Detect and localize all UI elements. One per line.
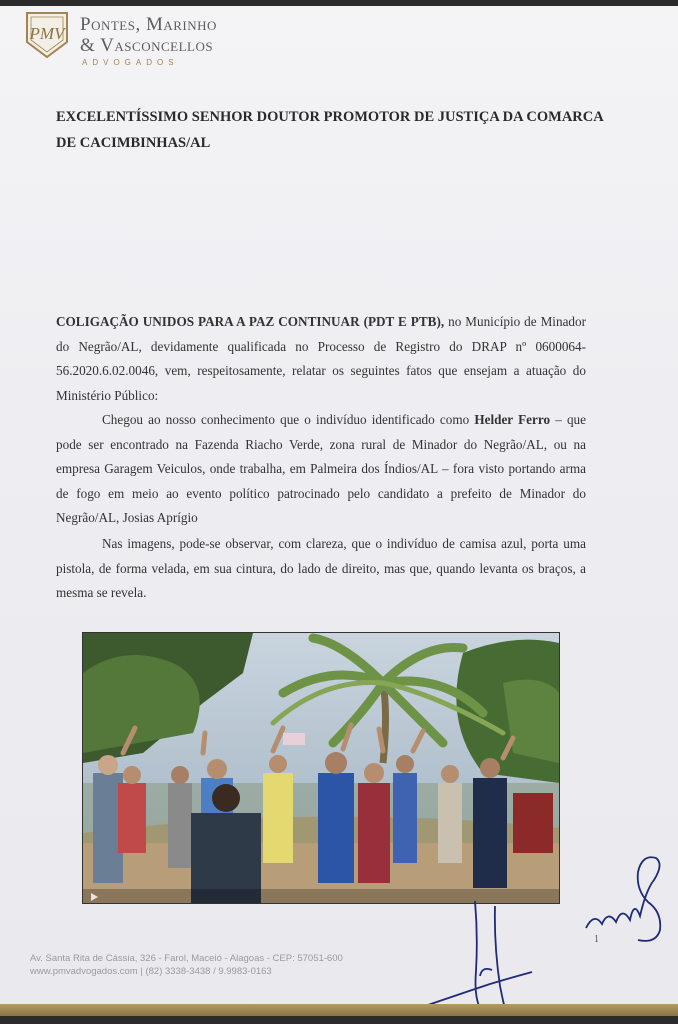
page-bottom-band [0,1004,678,1016]
document-page [0,6,678,1016]
event-photo [82,632,560,904]
footer-address: Av. Santa Rita de Cássia, 326 - Farol, Maceió - Alagoas - CEP: 57051-600 [30,953,343,964]
firm-monogram-logo [24,10,70,60]
addressee-heading [56,104,616,156]
signature-initials [576,850,676,950]
monogram-text: PMV [29,24,65,43]
coalition-name: COLIGAÇÃO UNIDOS PARA A PAZ CONTINUAR (PDT E PTB), [56,314,445,329]
paragraph-intro [56,310,586,408]
individual-name: Helder Ferro [474,412,551,427]
paragraph-facts-before: Chegou ao nosso conhecimento que o indivíduo identificado como [102,412,475,427]
paragraph-facts [56,408,586,531]
paragraph-facts-after: – que pode ser encontrado na Fazenda Riacho Verde, zona rural de Minador do Negrão/AL, ou na empresa Garagem Veiculos, onde trabalha, em Palmeira dos Índios/AL – fora visto portando arma de fogo em meio ao evento político patrocinado pelo candidato a prefeito de Minador do Negrão/AL, Josias Aprígio [56,412,586,525]
firm-name-line2: & Vasconcellos [80,35,214,56]
signature-main [420,896,540,1016]
paragraph-intro-text: no Município de Minador do Negrão/AL, devidamente qualificada no Processo de Registro do DRAP nº 0600064-56.2020.6.02.0046, vem, respeitosamente, relatar os seguintes fatos que ensejam a atuação do Ministério Público: [56,314,586,403]
firm-subtitle: ADVOGADOS [82,58,179,67]
firm-name-line1: Pontes, Marinho [80,14,217,35]
letterhead [24,10,217,67]
paragraph-images: Nas imagens, pode-se observar, com clareza, que o indivíduo de camisa azul, porta uma pistola, de forma velada, em sua cintura, do lado de direito, mas que, quando levanta os braços, a mesma se revela. [56,536,586,600]
addressee-line1: EXCELENTÍSSIMO SENHOR DOUTOR PROMOTOR DE JUSTIÇA DA COMARCA [56,109,604,125]
addressee-line2: DE CACIMBINHAS/AL [56,135,211,151]
footer [30,952,343,978]
footer-contact: www.pmvadvogados.com | (82) 3338-3438 / 9.9983-0163 [30,966,272,977]
page-number: 1 [594,934,599,945]
